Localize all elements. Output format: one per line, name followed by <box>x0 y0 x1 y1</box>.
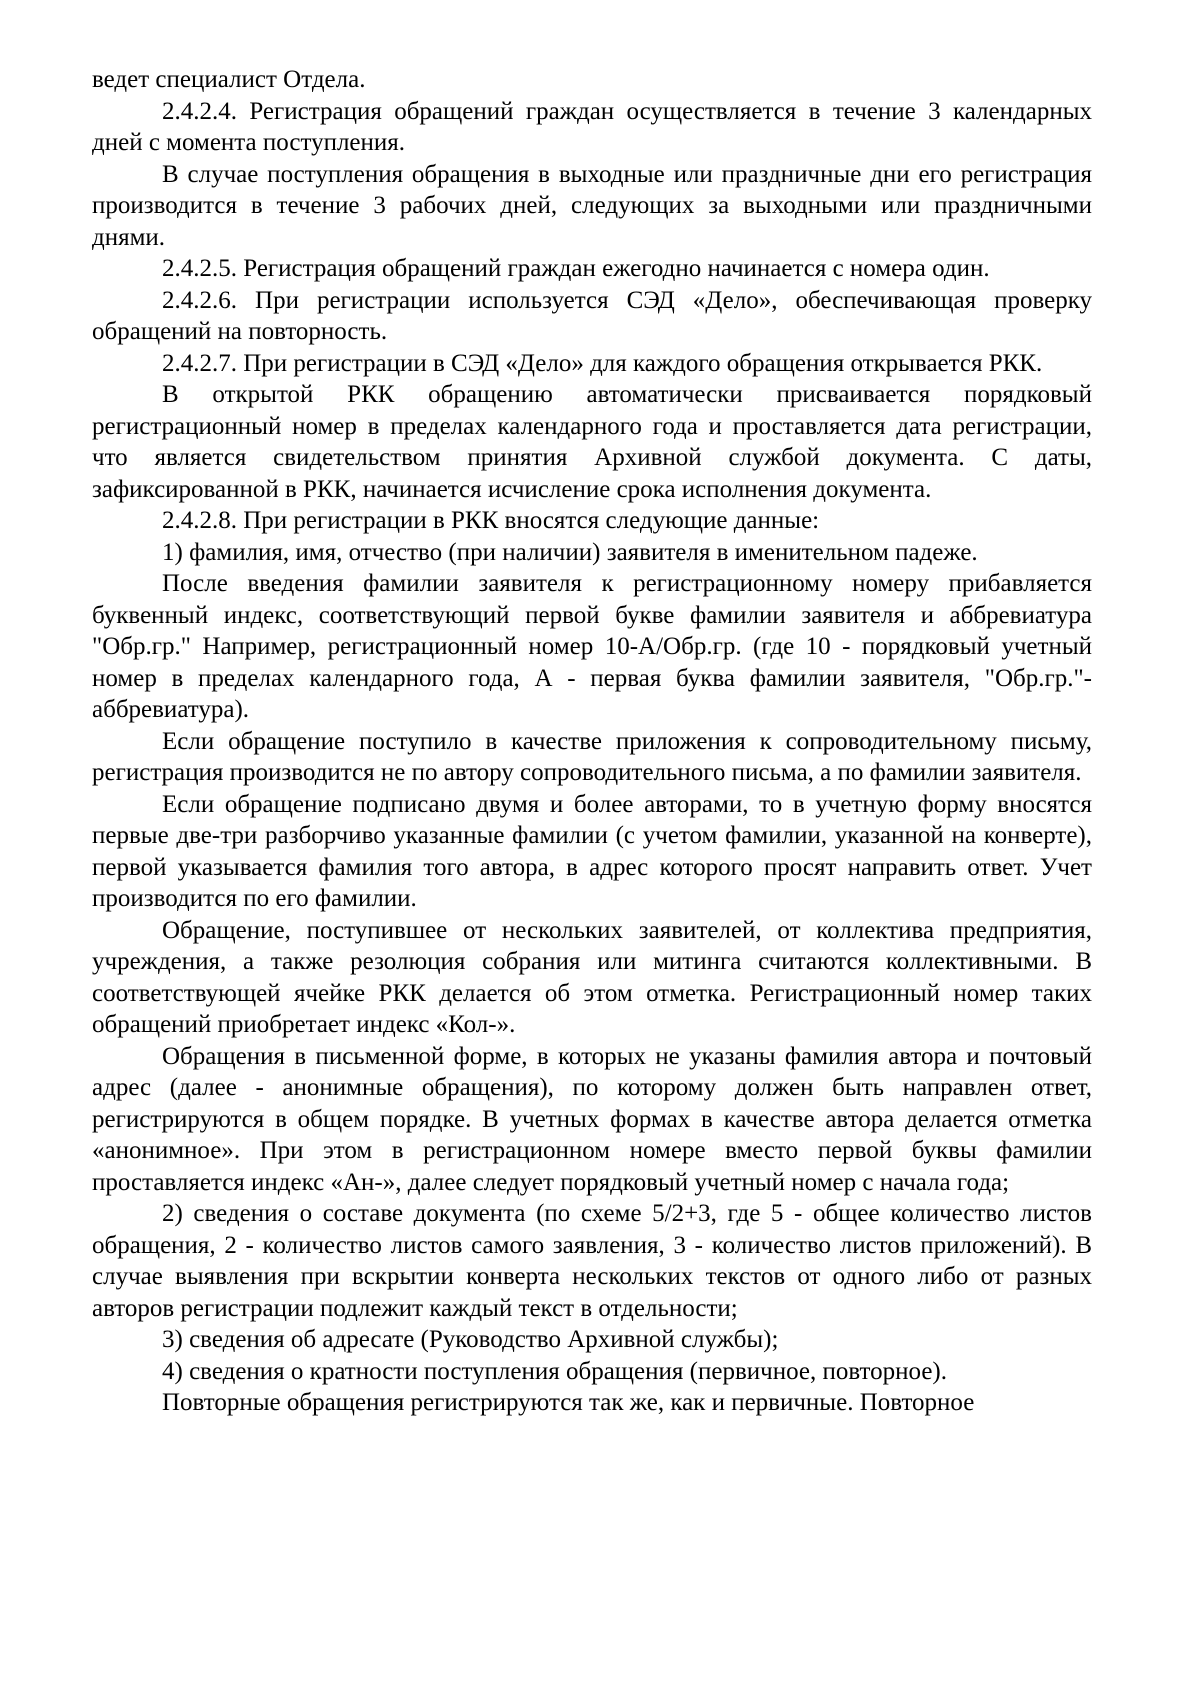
list-item-4: 4) сведения о кратности поступления обращения (первичное, повторное). <box>162 1357 948 1385</box>
paragraph-2-4-2-6: 2.4.2.6. При регистрации используется СЭД «Дело», обеспечивающая проверку обращений на повторность. <box>92 286 1092 345</box>
paragraph-attachment: Если обращение поступило в качестве приложения к сопроводительному письму, регистрация производится не по автору сопроводительного письма, а по фамилии заявителя. <box>92 727 1092 786</box>
document-body <box>92 64 1092 1419</box>
paragraph-rkk-number: В открытой РКК обращению автоматически присваивается порядковый регистрационный номер в пределах календарного года и проставляется дата регистрации, что является свидетельством принятия Архивной службой документа. С даты, зафиксированной в РКК, начинается исчисление срока исполнения документа. <box>92 381 1092 503</box>
list-item-3: 3) сведения об адресате (Руководство Архивной службы); <box>162 1326 779 1353</box>
paragraph-anonymous: Обращения в письменной форме, в которых не указаны фамилия автора и почтовый адрес (далее - анонимные обращения), по которому должен быть направлен ответ, регистрируются в общем порядке. В учетных формах в качестве автора делается отметка «анонимное». При этом в регистрационном номере вместо первой буквы фамилии проставляется индекс «Ан-», далее следует порядковый учетный номер с начала года; <box>92 1042 1092 1196</box>
paragraph-2-4-2-7: 2.4.2.7. При регистрации в СЭД «Дело» для каждого обращения открывается РКК. <box>162 349 1043 377</box>
list-item-2: 2) сведения о составе документа (по схеме 5/2+3, где 5 - общее количество листов обращения, 2 - количество листов самого заявления, 3 - количество листов приложений). В случае выявления при вскрытии конверта нескольких текстов от одного либо от разных авторов регистрации подлежит каждый текст в отдельности; <box>92 1200 1092 1322</box>
paragraph-2-4-2-5: 2.4.2.5. Регистрация обращений граждан ежегодно начинается с номера один. <box>162 255 990 282</box>
list-item-1: 1) фамилия, имя, отчество (при наличии) заявителя в именительном падеже. <box>162 538 978 566</box>
paragraph-holiday-registration: В случае поступления обращения в выходные или праздничные дни его регистрация производится в течение 3 рабочих дней, следующих за выходными или праздничными днями. <box>92 160 1092 251</box>
paragraph-collective: Обращение, поступившее от нескольких заявителей, от коллектива предприятия, учреждения, а также резолюция собрания или митинга считаются коллективными. В соответствующей ячейке РКК делается об этом отметка. Регистрационный номер таких обращений приобретает индекс «Кол-». <box>92 916 1092 1038</box>
paragraph-letter-index: После введения фамилии заявителя к регистрационному номеру прибавляется буквенный индекс, соответствующий первой букве фамилии заявителя и аббревиатура "Обр.гр." Например, регистрационный номер 10-А/Обр.гр. (где 10 - порядковый учетный номер в пределах календарного года, А - первая буква фамилии заявителя, "Обр.гр."- аббревиатура). <box>92 570 1092 723</box>
paragraph-multiple-authors: Если обращение подписано двумя и более авторами, то в учетную форму вносятся первые две-три разборчиво указанные фамилии (с учетом фамилии, указанной на конверте), первой указывается фамилия того автора, в адрес которого просят направить ответ. Учет производится по его фамилии. <box>92 790 1092 912</box>
paragraph-2-4-2-4: 2.4.2.4. Регистрация обращений граждан осуществляется в течение 3 календарных дней с момента поступления. <box>92 97 1092 156</box>
paragraph-2-4-2-8: 2.4.2.8. При регистрации в РКК вносятся следующие данные: <box>162 507 820 534</box>
paragraph-repeat: Повторные обращения регистрируются так же, как и первичные. Повторное <box>162 1389 975 1416</box>
paragraph-continuation: ведет специалист Отдела. <box>92 66 366 93</box>
